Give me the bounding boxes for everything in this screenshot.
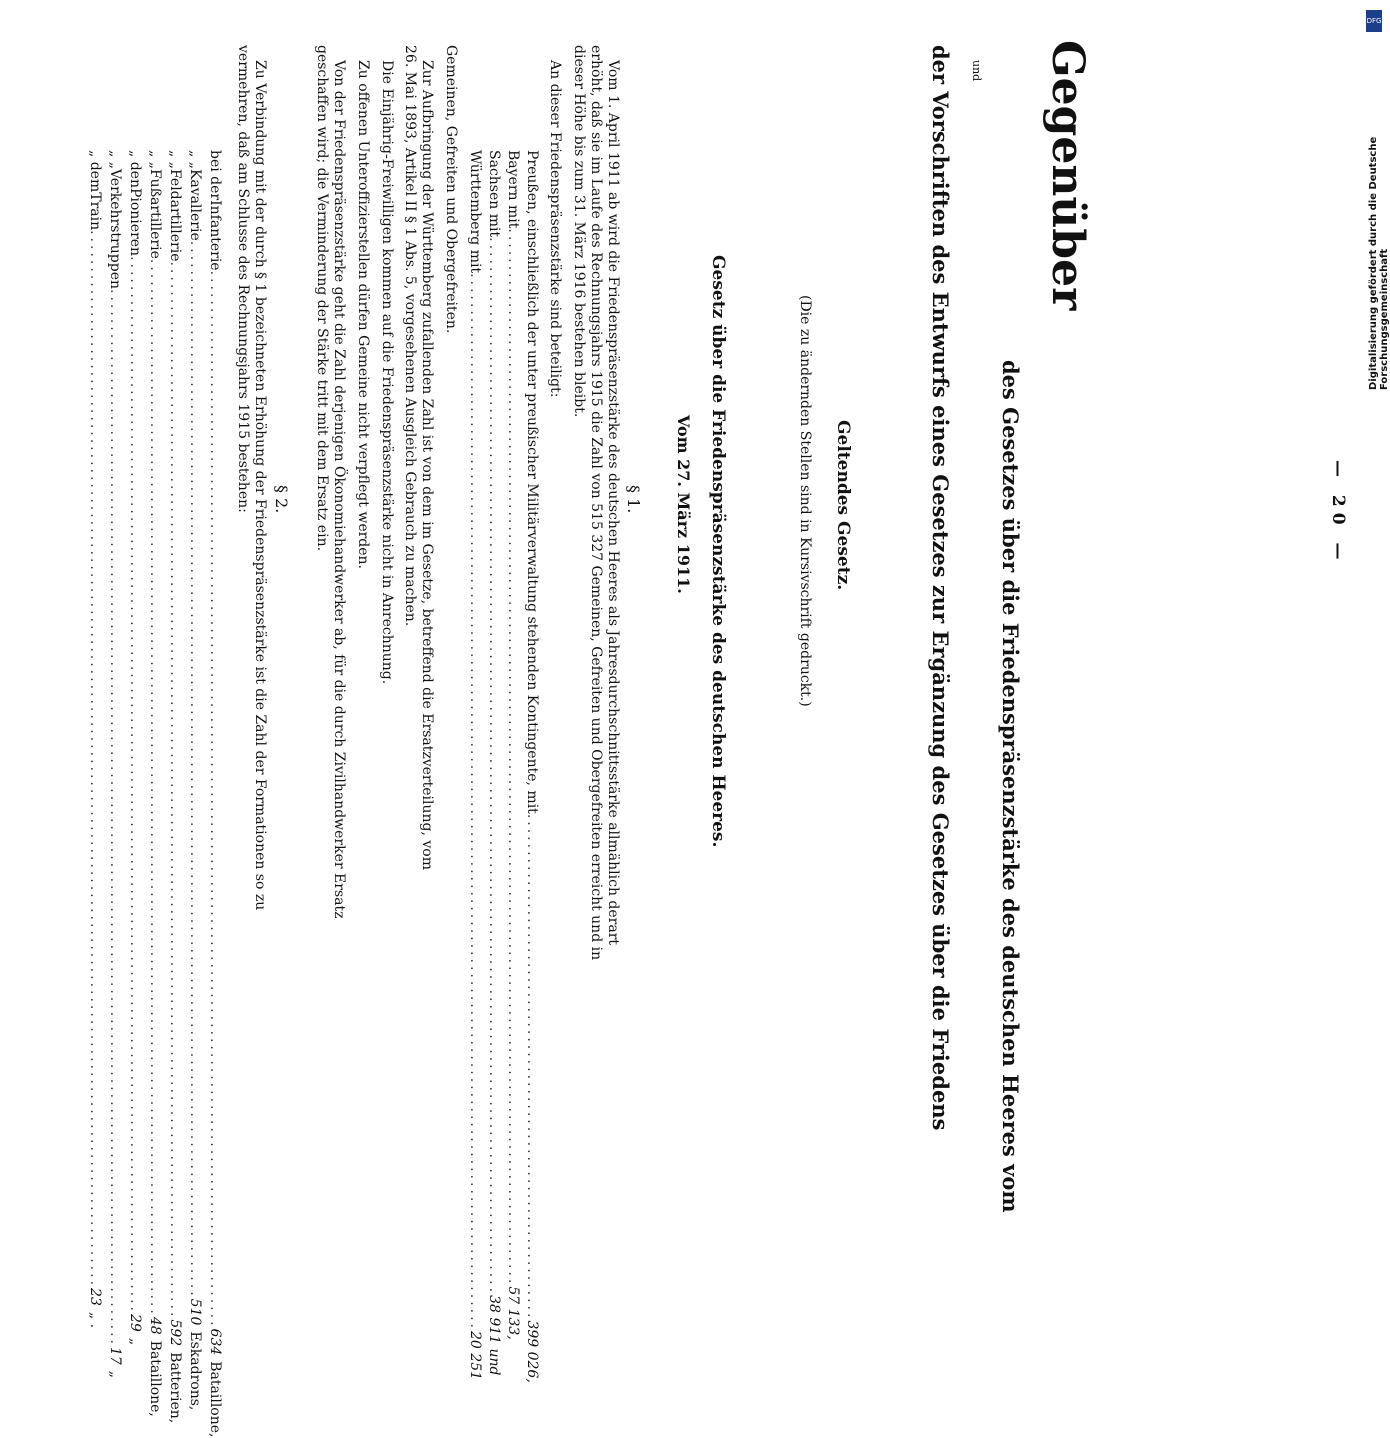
formation-prefix: bei der — [207, 150, 223, 201]
contingent-label: Sachsen mit — [486, 150, 502, 238]
formation-value: 29 — [127, 1314, 143, 1332]
contingent-value: 399 026, — [524, 1320, 540, 1383]
formation-unit: „ — [107, 1370, 123, 1379]
leader-dots: .............................................................................................................................................. — [187, 240, 203, 1299]
formation-value: 17 — [107, 1346, 123, 1365]
leader-dots: .............................................................................................................................................. — [147, 258, 163, 1317]
heading-line-2: und — [970, 60, 983, 82]
formation-unit: „ . — [87, 1311, 103, 1329]
contingent-value: 20 251 — [467, 1331, 483, 1381]
formation-label: Infanterie — [207, 200, 223, 271]
contingent-value: 57 133, — [505, 1286, 521, 1340]
leader-dots: .............................................................................................................................................. — [207, 270, 223, 1329]
heading-line-3: der Vorschriften des Entwurfs eines Gesetzes zur Ergänzung des Gesetzes über die Friedens — [928, 45, 953, 1131]
para1-paragraph-4: Zu offenen Unteroffizierstellen dürfen Gemeine nicht verpflegt werden. — [355, 60, 371, 570]
formation-label: Train — [87, 192, 103, 231]
formation-row — [127, 150, 143, 1346]
formation-row — [167, 150, 183, 1424]
leader-dots: .............................................................................................................................................. — [107, 289, 123, 1347]
formation-prefix: „ dem — [87, 150, 103, 193]
formation-unit: Eskadrons, — [187, 1331, 203, 1411]
para1-line-2: erhöht, daß sie im Laufe des Rechnungsjahrs 1915 die Zahl von 515 327 Gemeinen, Gefreiten und Obergefreiten erreicht und in — [588, 45, 604, 961]
para1-paragraph-2: 26. Mai 1893, Artikel II § 1 Abs. 5, vorgesehenen Ausgleich Gebrauch zu machen. — [402, 45, 418, 627]
formation-label: Kavallerie — [187, 168, 203, 241]
formation-prefix: „ „ — [187, 150, 203, 169]
formation-prefix: „ „ — [167, 150, 183, 169]
dfg-logo: DFG — [1366, 10, 1382, 32]
section-title: Geltendes Gesetz. — [833, 420, 853, 591]
formation-value: 48 — [147, 1316, 163, 1335]
formation-prefix: „ den — [127, 150, 143, 188]
law-title: Gesetz über die Friedenspräsenzstärke des deutschen Heeres. — [708, 255, 728, 848]
section-note: (Die zu ändernden Stellen sind in Kursivschrift gedruckt.) — [797, 295, 813, 707]
formation-label: Pionieren — [127, 187, 143, 257]
formation-prefix: „ „ — [147, 150, 163, 169]
digitization-credit: Digitalisierung gefördert durch die Deutsche Forschungsgemeinschaft — [1368, 136, 1390, 390]
para1-label: § 1. — [624, 485, 643, 514]
formation-row — [107, 150, 123, 1379]
para1-after: Gemeinen, Gefreiten und Obergefreiten. — [443, 45, 459, 334]
leader-dots: .............................................................................................................................................. — [167, 261, 183, 1320]
leader-dots: .............................................................................................................................................. — [87, 230, 103, 1289]
formation-row — [187, 150, 203, 1411]
para1-paragraph-6: geschaffen wird; die Verminderung der Stärke tritt mit dem Ersatz ein. — [314, 45, 330, 552]
para2-label: § 2. — [272, 485, 291, 514]
formation-value: 23 — [87, 1288, 103, 1306]
formation-prefix: „ „ — [107, 150, 123, 169]
para1-paragraph-1: Zur Aufbringung der Württemberg zufallenden Zahl ist von dem im Gesetze, betreffend die Ersatzverteilung, vom — [419, 60, 435, 870]
formation-value: 634 — [207, 1328, 223, 1356]
contingent-label: Preußen, einschließlich der unter preußischer Militärverwaltung stehenden Kontingente, mit — [524, 150, 540, 814]
formation-value: 592 — [167, 1319, 183, 1347]
contingent-value: 38 911 und — [486, 1295, 502, 1376]
para1-line-3: dieser Höhe bis zum 31. März 1916 bestehen bleibt. — [571, 45, 587, 418]
formation-unit: Bataillone, — [147, 1340, 163, 1417]
contingent-row — [467, 150, 483, 1381]
leader-dots: .............................................................................................................................................. — [505, 228, 521, 1287]
leader-dots: .............................................................................................................................................. — [467, 273, 483, 1332]
para1-line-1: Vom 1. April 1911 ab wird die Friedenspräsenzstärke des deutschen Heeres als Jahresdurchschnittsstärke allmählich derart — [605, 60, 621, 946]
leader-dots: .................................................................... — [524, 813, 540, 1321]
contingent-label: Württemberg mit — [467, 150, 483, 274]
heading-line-1: des Gesetzes über die Friedenspräsenzstärke des deutschen Heeres vom — [998, 360, 1023, 1213]
para2-line-1: Zu Verbindung mit der durch § 1 bezeichneten Erhöhung der Friedenspräsenzstärke ist die Zahl der Formationen so zu — [252, 60, 268, 911]
formation-label: Verkehrstruppen — [107, 168, 123, 289]
contingent-label: Bayern mit — [505, 150, 521, 229]
formation-label: Fußartillerie — [147, 168, 163, 259]
contingent-row — [524, 150, 540, 1383]
leader-dots: .............................................................................................................................................. — [486, 237, 502, 1296]
formation-unit: Batterien, — [167, 1352, 183, 1424]
formation-row — [87, 150, 103, 1329]
page-number: — 20 — — [1328, 460, 1348, 566]
formation-value: 510 — [187, 1298, 203, 1326]
para2-line-2: vermehren, daß am Schlusse des Rechnungsjahrs 1915 bestehen: — [235, 45, 251, 513]
formation-unit: „ — [127, 1337, 143, 1346]
formation-row — [147, 150, 163, 1417]
formation-row — [207, 150, 223, 1438]
para1-intro: An dieser Friedenspräsenzstärke sind beteiligt: — [547, 60, 563, 398]
formation-label: Feldartillerie — [167, 168, 183, 262]
formation-unit: Bataillone, — [207, 1361, 223, 1438]
para1-paragraph-3: Die Einjährig-Freiwilligen kommen auf die Friedenspräsenzstärke nicht in Anrechnung. — [379, 60, 395, 685]
para1-paragraph-5: Von der Friedenspräsenzstärke geht die Zahl derjenigen Ökonomiehandwerker ab, für die durch Zivilhandwerker Ersatz — [331, 60, 347, 919]
contingent-row — [505, 150, 521, 1340]
document-title: Gegenüber — [1042, 40, 1093, 311]
contingent-row — [486, 150, 502, 1376]
law-date: Vom 27. März 1911. — [674, 415, 693, 594]
leader-dots: .............................................................................................................................................. — [127, 256, 143, 1315]
